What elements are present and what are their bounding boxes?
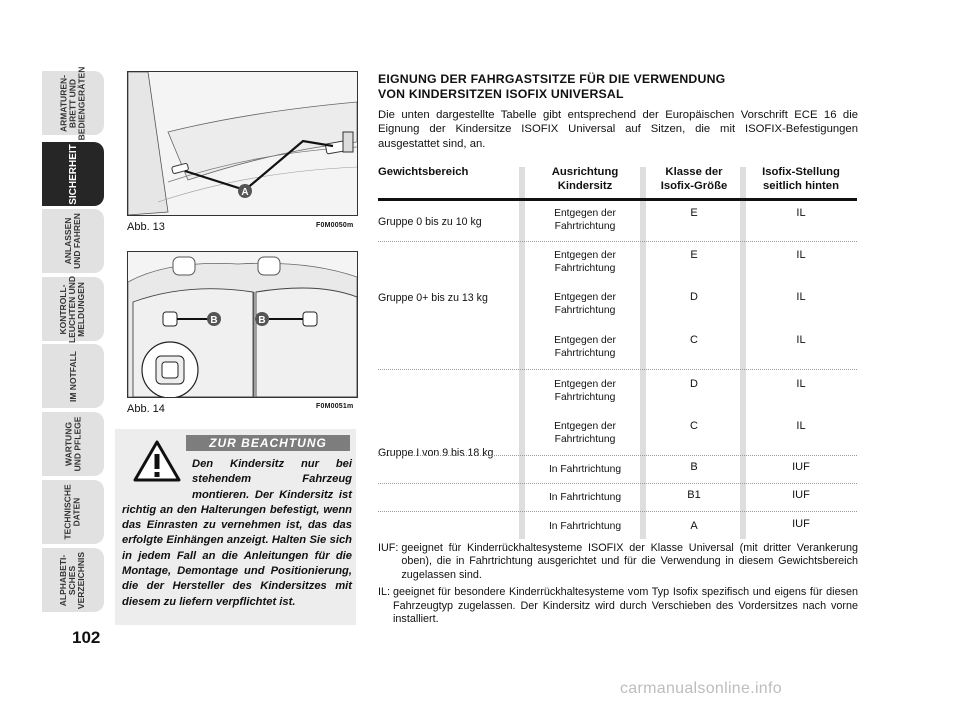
orientation-cell: Entgegen der Fahrtrichtung: [554, 250, 616, 274]
row-rule: [378, 241, 857, 242]
tab-label: ANLASSEN UND FAHREN: [62, 213, 82, 269]
figure-13-illustration: [127, 71, 358, 216]
footnote-iuf: [378, 542, 858, 582]
watermark: carmanualsonline.info: [620, 680, 782, 697]
size-class-cell: E: [690, 249, 698, 261]
figure-14-illustration: [127, 251, 358, 398]
tab-im-notfall[interactable]: [42, 344, 104, 408]
warning-title: ZUR BEACHTUNG: [186, 435, 350, 451]
size-class-cell: C: [690, 420, 698, 432]
orientation-cell: Entgegen der Fahrtrichtung: [554, 379, 616, 403]
tab-label: ARMATUREN- BRETT UND BEDIENGERÄTEN: [58, 66, 87, 140]
figure-13-code: F0M0050m: [316, 222, 354, 229]
orientation-cell: Entgegen der Fahrtrichtung: [554, 208, 616, 232]
row-rule: [378, 455, 857, 456]
footnote-text: geeignet für Kinderrückhaltesysteme ISOFIX der Klasse Universal (mit dritter Verankerung oben), die in Fahrtrichtung ausgerichtet und für die Verwendung in diesem Gewichtsbereich zugelassen sind.: [401, 542, 858, 581]
row-rule: [378, 511, 857, 512]
group-label: Gruppe I von 9 bis 18 kg: [378, 447, 494, 459]
header-orientation-line1: Ausrichtung: [551, 166, 619, 178]
position-cell: IUF: [792, 489, 810, 501]
group-label: Gruppe 0+ bis zu 13 kg: [378, 292, 488, 304]
position-cell: IL: [796, 378, 806, 390]
position-cell: IL: [796, 334, 806, 346]
section-intro: Die unten dargestellte Tabelle gibt entsprechend der Europäischen Vorschrift ECE 16 die Eignung der Kindersitze ISOFIX Universal auf Sitzen, die mit ISOFIX-Befestigungen ausgestattet sind, an.: [378, 109, 858, 150]
row-rule: [378, 483, 857, 484]
header-position-line2: seitlich hinten: [763, 180, 839, 192]
header-size-class: [648, 165, 740, 193]
figure-14-code: F0M0051m: [316, 403, 354, 410]
footnote-key: IL:: [378, 586, 391, 599]
size-class-cell: B1: [687, 489, 701, 501]
size-class-cell: D: [690, 291, 698, 303]
tab-sicherheit[interactable]: [42, 142, 104, 206]
orientation-cell: Entgegen der Fahrtrichtung: [554, 292, 616, 316]
size-class-cell: D: [690, 378, 698, 390]
tab-verzeichnis[interactable]: [42, 548, 104, 612]
position-cell: IL: [796, 420, 806, 432]
marker-a-label: A: [241, 187, 249, 198]
tab-label: ALPHABETI- SCHES VERZEICHNIS: [58, 551, 87, 609]
header-weight: Gewichtsbereich: [378, 166, 469, 178]
tab-wartung[interactable]: [42, 412, 104, 476]
section-title: [378, 72, 878, 102]
tab-label: KONTROLL- LEUCHTEN UND MELDUNGEN: [58, 275, 87, 343]
marker-b-left-label: B: [210, 315, 218, 326]
header-rule: [378, 198, 857, 201]
position-cell: IUF: [792, 518, 810, 530]
size-class-cell: E: [690, 207, 698, 219]
warning-text-block: [122, 457, 352, 610]
orientation-cell: In Fahrtrichtung: [548, 492, 622, 503]
position-cell: IL: [796, 249, 806, 261]
page-number: 102: [72, 628, 101, 647]
footnotes: [378, 542, 858, 630]
orientation-cell: In Fahrtrichtung: [548, 464, 622, 475]
header-orientation: [531, 165, 639, 193]
tab-label: TECHNISCHE DATEN: [62, 484, 82, 540]
figure-13-caption: Abb. 13: [127, 221, 165, 233]
footnote-text: geeignet für besondere Kinderrückhaltesysteme vom Typ Isofix spezifisch und eigens für diesen Fahrzeugtyp zugelassen. Der Kindersitz wird durch Verschieben des Vordersitzes nach vorne installiert.: [393, 586, 858, 626]
section-title-line1: EIGNUNG DER FAHRGASTSITZE FÜR DIE VERWENDUNG: [378, 72, 726, 86]
tab-anlassen[interactable]: [42, 209, 104, 273]
marker-b-right-label: B: [258, 315, 266, 326]
header-orientation-line2: Kindersitz: [557, 180, 613, 192]
header-position-line1: Isofix-Stellung: [762, 166, 840, 178]
size-class-cell: C: [690, 334, 698, 346]
orientation-cell: In Fahrtrichtung: [548, 521, 622, 532]
figure-14-caption: Abb. 14: [127, 403, 165, 415]
header-class-line2: Isofix-Größe: [660, 180, 728, 192]
position-cell: IL: [796, 291, 806, 303]
footnote-key: IUF:: [378, 542, 399, 554]
section-title-line2: VON KINDERSITZEN ISOFIX UNIVERSAL: [378, 87, 624, 101]
footnote-il: [378, 586, 858, 626]
tab-technische-daten[interactable]: [42, 480, 104, 544]
group-label: Gruppe 0 bis zu 10 kg: [378, 216, 482, 228]
tab-label: IM NOTFALL: [67, 350, 78, 402]
tab-label: SICHERHEIT: [67, 143, 79, 205]
orientation-cell: Entgegen der Fahrtrichtung: [554, 335, 616, 359]
tab-armaturenbrett[interactable]: [42, 66, 104, 140]
size-class-cell: A: [690, 520, 698, 532]
header-class-line1: Klasse der: [665, 166, 723, 178]
warning-text: Den Kindersitz nur bei stehendem Fahrzeug montieren. Der Kindersitz ist richtig an den Halterungen befestigt, wenn das Einrasten zu vernehmen ist, das das erfolgte Einhängen anzeigt. Halten Sie sich in jedem Fall an die Anleitungen für die Montage, Demontage und Positionierung, die der Hersteller des Kindersitzes mit diesem zu liefern verpflichtet ist.: [122, 458, 352, 608]
tab-kontrollleuchten[interactable]: [42, 277, 104, 341]
position-cell: IUF: [792, 461, 810, 473]
row-rule: [378, 369, 857, 370]
position-cell: IL: [796, 207, 806, 219]
header-position: [748, 165, 854, 193]
size-class-cell: B: [690, 461, 698, 473]
tab-label: WARTUNG UND PFLEGE: [63, 416, 82, 472]
orientation-cell: Entgegen der Fahrtrichtung: [554, 421, 616, 445]
